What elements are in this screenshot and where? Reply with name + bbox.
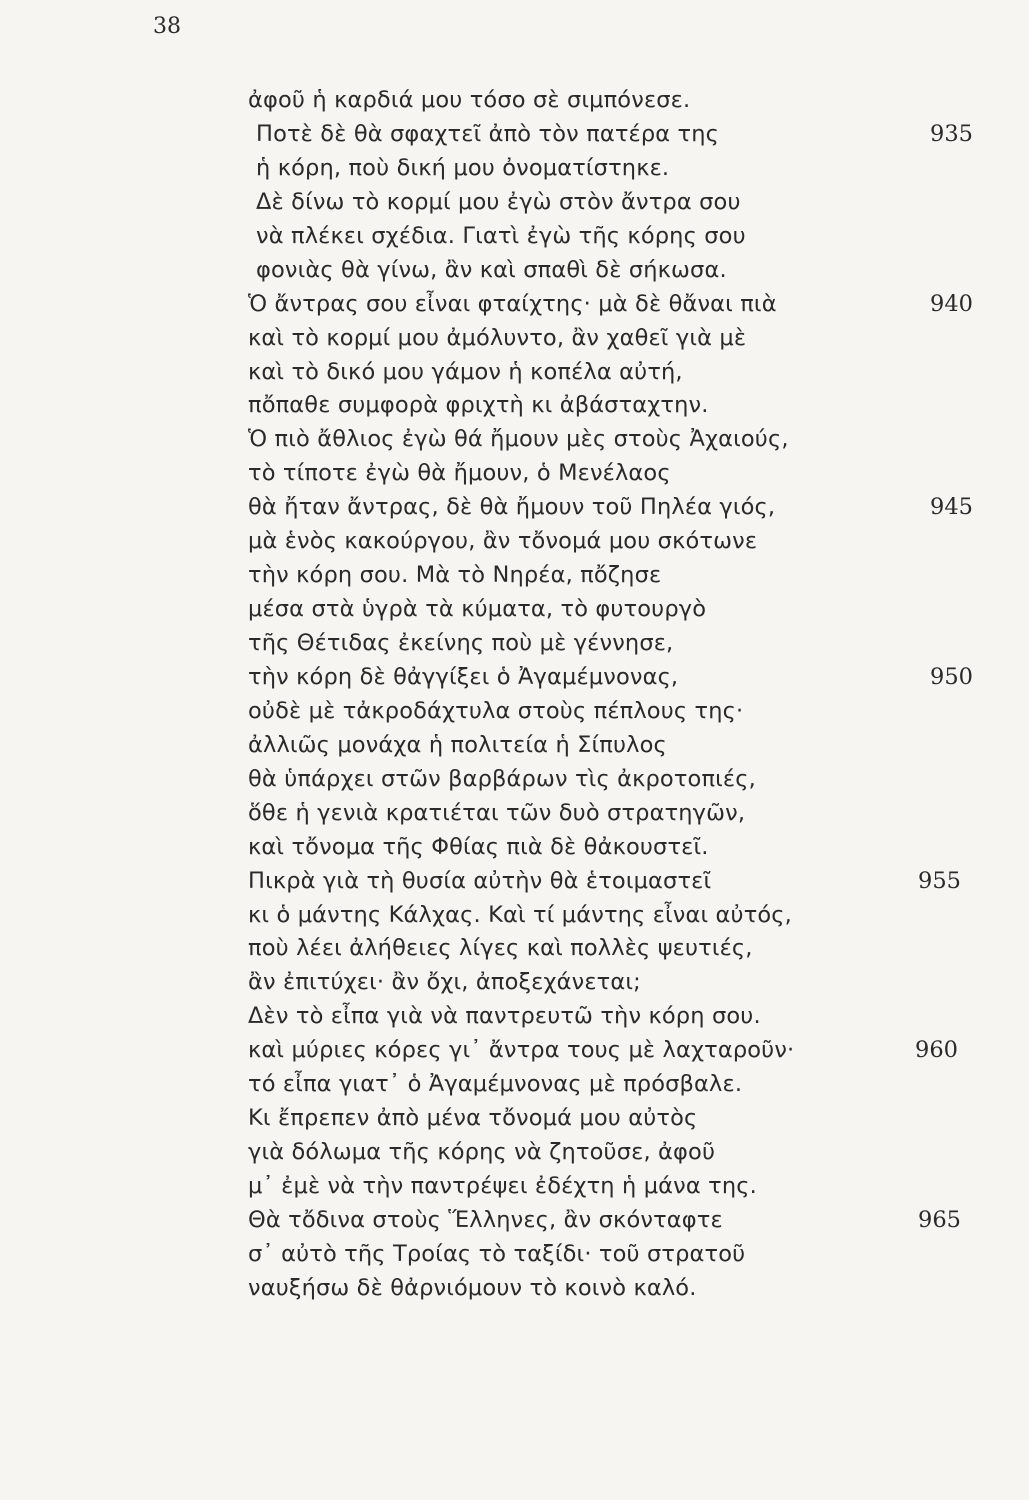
- verse-line: [0, 899, 1029, 933]
- verse-line-text: θὰ ἤταν ἄντρας, δὲ θὰ ἤμουν τοῦ Πηλέα γιός,: [248, 494, 776, 521]
- verse-line: [0, 661, 1029, 695]
- verse-line-text: πὄπαθε συμφορὰ φριχτὴ κι ἀβάσταχτην.: [248, 392, 709, 419]
- line-number: 965: [918, 1206, 961, 1233]
- verse-line: [0, 525, 1029, 559]
- verse-line: [0, 1034, 1029, 1068]
- verse-line: [0, 559, 1029, 593]
- verse-line-text: τὸ τίποτε ἐγὼ θὰ ἤμουν, ὁ Μενέλαος: [248, 460, 671, 487]
- verse-line-text: Δὲν τὸ εἶπα γιὰ νὰ παντρευτῶ τὴν κόρη σου.: [248, 1003, 761, 1030]
- verse-block: [0, 84, 1029, 1306]
- verse-line-text: τὴν κόρη σου. Μὰ τὸ Νηρέα, πὄζησε: [248, 562, 662, 589]
- page-number: 38: [153, 14, 181, 39]
- verse-line: [0, 1238, 1029, 1272]
- verse-line-text: τὴν κόρη δὲ θἀγγίξει ὁ Ἀγαμέμνονας,: [248, 663, 679, 690]
- verse-line-text: Ὁ πιὸ ἄθλιος ἐγὼ θά ἤμουν μὲς στοὺς Ἀχαιούς,: [248, 426, 789, 453]
- verse-line: [0, 118, 1029, 152]
- verse-line: [0, 457, 1029, 491]
- verse-line-text: θὰ ὑπάρχει στῶν βαρβάρων τὶς ἀκροτοπιές,: [248, 765, 756, 792]
- line-number: 960: [915, 1037, 958, 1064]
- verse-line: [0, 1204, 1029, 1238]
- verse-line-text: ναυξήσω δὲ θἀρνιόμουν τὸ κοινὸ καλό.: [248, 1274, 697, 1301]
- verse-line: [0, 695, 1029, 729]
- verse-line-text: Ποτὲ δὲ θὰ σφαχτεῖ ἀπὸ τὸν πατέρα της: [256, 120, 720, 147]
- verse-line: [0, 254, 1029, 288]
- verse-line: [0, 729, 1029, 763]
- verse-line: [0, 1170, 1029, 1204]
- verse-line: [0, 84, 1029, 118]
- verse-line: [0, 1272, 1029, 1306]
- verse-line: [0, 288, 1029, 322]
- verse-line-text: Ὁ ἄντρας σου εἶναι φταίχτης· μὰ δὲ θἄναι πιὰ: [248, 290, 777, 317]
- line-number: 945: [930, 494, 973, 521]
- verse-line: [0, 932, 1029, 966]
- verse-line-text: γιὰ δόλωμα τῆς κόρης νὰ ζητοῦσε, ἀφοῦ: [248, 1139, 716, 1166]
- verse-line: [0, 356, 1029, 390]
- verse-line-text: Πικρὰ γιὰ τὴ θυσία αὐτὴν θὰ ἑτοιμαστεῖ: [248, 867, 712, 894]
- verse-line-text: κι ὁ μάντης Κάλχας. Καὶ τί μάντης εἶναι αὐτός,: [248, 901, 792, 928]
- verse-line-text: ποὺ λέει ἀλήθειες λίγες καὶ πολλὲς ψευτιές,: [248, 935, 753, 962]
- verse-line: [0, 491, 1029, 525]
- verse-line-text: σ᾿ αὐτὸ τῆς Τροίας τὸ ταξίδι· τοῦ στρατοῦ: [248, 1240, 746, 1267]
- verse-line-text: νὰ πλέκει σχέδια. Γιατὶ ἐγὼ τῆς κόρης σου: [256, 222, 746, 249]
- verse-line: [0, 1102, 1029, 1136]
- verse-line-text: μὰ ἑνὸς κακούργου, ἂν τὄνομά μου σκότωνε: [248, 528, 758, 555]
- verse-line-text: ἂν ἐπιτύχει· ἂν ὄχι, ἀποξεχάνεται;: [248, 969, 641, 996]
- verse-line: [0, 423, 1029, 457]
- verse-line-text: καὶ τὸ κορμί μου ἀμόλυντο, ἂν χαθεῖ γιὰ μὲ: [248, 324, 747, 351]
- verse-line-text: ἀλλιῶς μονάχα ἡ πολιτεία ἡ Σίπυλος: [248, 731, 667, 758]
- verse-line: [0, 322, 1029, 356]
- verse-line-text: τῆς Θέτιδας ἐκείνης ποὺ μὲ γέννησε,: [248, 630, 674, 656]
- verse-line: [0, 1000, 1029, 1034]
- verse-line-text: ἡ κόρη, ποὺ δική μου ὀνοματίστηκε.: [256, 154, 670, 181]
- verse-line: [0, 763, 1029, 797]
- verse-line-text: μ᾿ ἐμὲ νὰ τὴν παντρέψει ἐδέχτη ἡ μάνα της.: [248, 1173, 757, 1199]
- verse-line: [0, 220, 1029, 254]
- verse-line: [0, 797, 1029, 831]
- verse-line-text: ἀφοῦ ἡ καρδιά μου τόσο σὲ σιμπόνεσε.: [248, 87, 691, 113]
- line-number: 935: [930, 120, 973, 147]
- verse-line: [0, 627, 1029, 661]
- verse-line-text: μέσα στὰ ὑγρὰ τὰ κύματα, τὸ φυτουργὸ: [248, 596, 707, 623]
- line-number: 950: [930, 663, 973, 690]
- verse-line-text: Κι ἔπρεπεν ἀπὸ μένα τὄνομά μου αὐτὸς: [248, 1105, 698, 1132]
- verse-line: [0, 865, 1029, 899]
- verse-line-text: καὶ μύριες κόρες γι᾿ ἄντρα τους μὲ λαχταροῦν·: [248, 1037, 795, 1064]
- verse-line-text: Δὲ δίνω τὸ κορμί μου ἐγὼ στὸν ἄντρα σου: [256, 188, 741, 215]
- verse-line: [0, 966, 1029, 1000]
- line-number: 955: [918, 867, 961, 894]
- verse-line: [0, 1136, 1029, 1170]
- verse-line: [0, 152, 1029, 186]
- verse-line-text: καὶ τὸ δικό μου γάμον ἡ κοπέλα αὐτή,: [248, 358, 683, 385]
- line-number: 940: [930, 290, 973, 317]
- verse-line: [0, 1068, 1029, 1102]
- verse-line: [0, 593, 1029, 627]
- verse-line-text: οὐδὲ μὲ τἀκροδάχτυλα στοὺς πέπλους της·: [248, 697, 744, 724]
- verse-line: [0, 186, 1029, 220]
- verse-line: [0, 831, 1029, 865]
- verse-line-text: φονιὰς θὰ γίνω, ἂν καὶ σπαθὶ δὲ σήκωσα.: [256, 256, 727, 283]
- verse-line-text: Θὰ τὄδινα στοὺς Ἕλληνες, ἂν σκόνταφτε: [248, 1206, 723, 1233]
- verse-line-text: καὶ τὄνομα τῆς Φθίας πιὰ δὲ θἀκουστεῖ.: [248, 833, 709, 860]
- verse-line-text: ὅθε ἡ γενιὰ κρατιέται τῶν δυὸ στρατηγῶν,: [248, 799, 746, 826]
- verse-line: [0, 389, 1029, 423]
- verse-line-text: τό εἶπα γιατ᾿ ὁ Ἀγαμέμνονας μὲ πρόσβαλε.: [248, 1071, 743, 1098]
